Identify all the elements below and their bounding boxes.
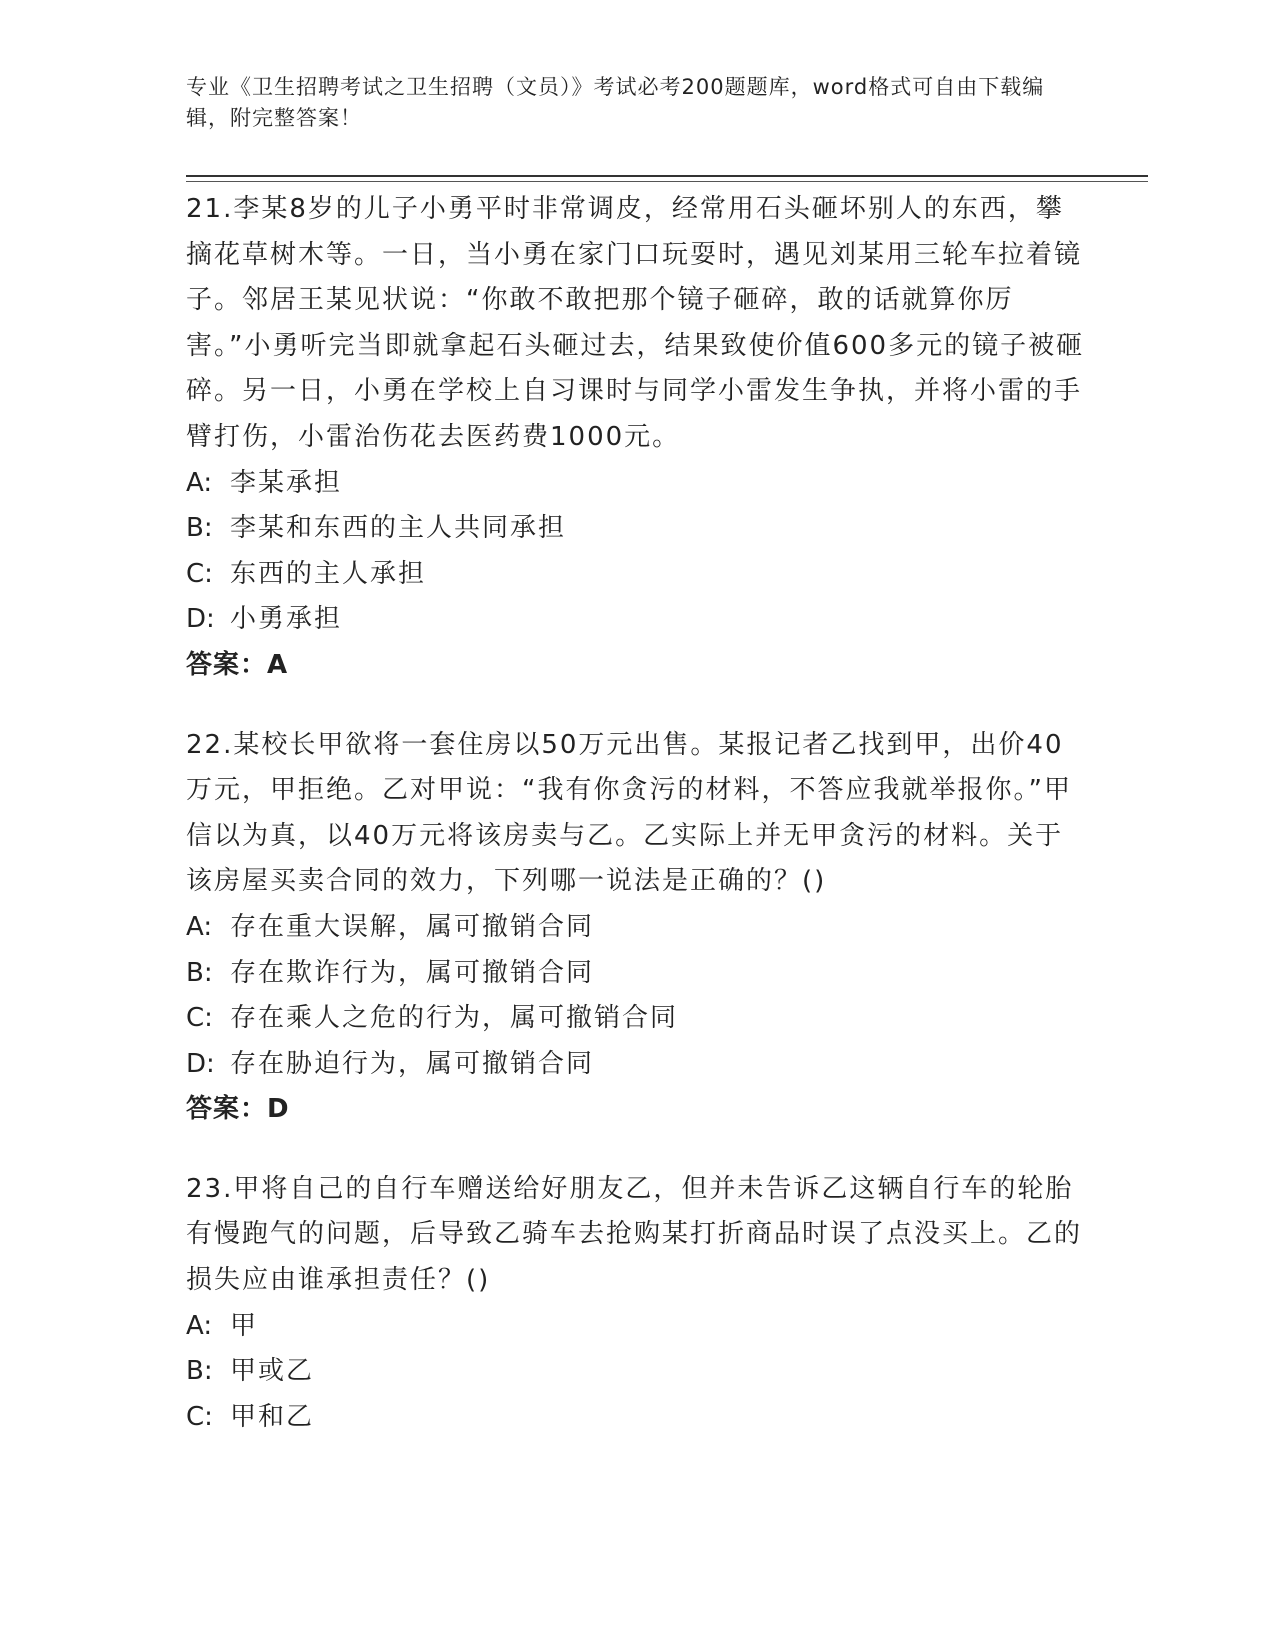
header-divider-thin [186, 181, 1148, 182]
option-d [186, 1042, 1086, 1088]
option-letter: D: [186, 1048, 215, 1079]
option-b [186, 506, 1086, 552]
page-header: 专业《卫生招聘考试之卫生招聘（文员）》考试必考200题题库，word格式可自由下载编辑，附完整答案！ [186, 75, 1045, 130]
question-text: 22.某校长甲欲将一套住房以50万元出售。某报记者乙找到甲，出价40万元，甲拒绝。乙对甲说：“我有你贪污的材料，不答应我就举报你。”甲信以为真，以40万元将该房卖与乙。乙实际上并无甲贪污的材料。关于该房屋买卖合同的效力，下列哪一说法是正确的？() [186, 729, 1072, 897]
option-b [186, 1349, 1086, 1395]
option-letter: C: [186, 558, 213, 589]
question-21 [186, 187, 1086, 689]
option-letter: A: [186, 1310, 213, 1341]
option-a [186, 905, 1086, 951]
option-a [186, 461, 1086, 507]
option-letter: C: [186, 1401, 213, 1432]
option-text: 存在胁迫行为，属可撤销合同 [230, 1048, 595, 1079]
option-letter: D: [186, 604, 215, 635]
option-text: 存在重大误解，属可撤销合同 [230, 911, 595, 942]
answer-line: 答案：A [186, 649, 289, 680]
header-divider [186, 175, 1148, 177]
option-letter: A: [186, 911, 213, 942]
option-letter: B: [186, 513, 213, 544]
option-text: 小勇承担 [230, 604, 343, 635]
option-letter: B: [186, 1356, 213, 1387]
option-d [186, 597, 1086, 643]
option-a [186, 1304, 1086, 1350]
option-c [186, 552, 1086, 598]
option-c [186, 1395, 1086, 1441]
option-letter: C: [186, 1003, 213, 1034]
option-text: 甲 [230, 1310, 259, 1341]
option-text: 东西的主人承担 [230, 558, 427, 589]
option-b [186, 951, 1086, 997]
option-text: 李某承担 [230, 467, 343, 498]
question-list [186, 187, 1086, 1474]
option-text: 甲或乙 [230, 1356, 315, 1387]
option-text: 存在乘人之危的行为，属可撤销合同 [230, 1003, 679, 1034]
option-text: 甲和乙 [230, 1401, 315, 1432]
question-22 [186, 723, 1086, 1133]
option-c [186, 996, 1086, 1042]
option-letter: B: [186, 957, 213, 988]
answer-line: 答案：D [186, 1094, 290, 1125]
option-letter: A: [186, 467, 213, 498]
question-23 [186, 1167, 1086, 1441]
option-text: 存在欺诈行为，属可撤销合同 [230, 957, 595, 988]
question-text: 23.甲将自己的自行车赠送给好朋友乙，但并未告诉乙这辆自行车的轮胎有慢跑气的问题，后导致乙骑车去抢购某打折商品时误了点没买上。乙的损失应由谁承担责任？() [186, 1173, 1083, 1296]
question-text: 21.李某8岁的儿子小勇平时非常调皮，经常用石头砸坏别人的东西，攀摘花草树木等。一日，当小勇在家门口玩耍时，遇见刘某用三轮车拉着镜子。邻居王某见状说：“你敢不敢把那个镜子砸碎，敢的话就算你厉害。”小勇听完当即就拿起石头砸过去，结果致使价值600多元的镜子被砸碎。另一日，小勇在学校上自习课时与同学小雷发生争执，并将小雷的手臂打伤，小雷治伤花去医药费1000元。 [186, 194, 1085, 452]
option-text: 李某和东西的主人共同承担 [230, 513, 567, 544]
